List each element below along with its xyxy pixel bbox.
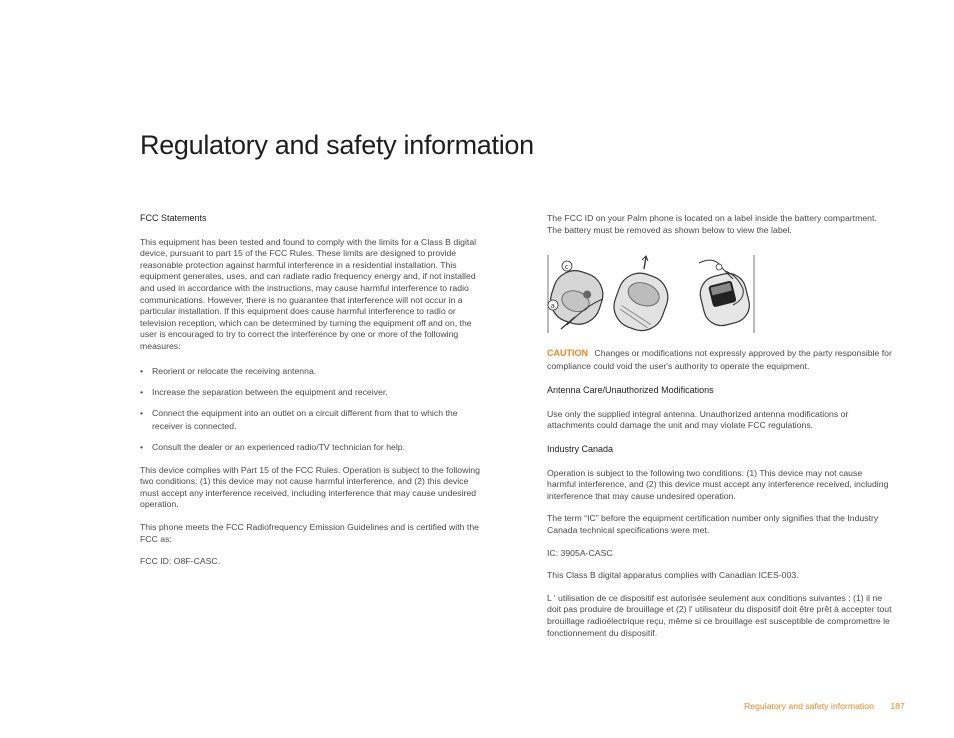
list-item: • Increase the separation between the equipment and receiver. [140,386,485,399]
left-column [140,213,485,568]
french-paragraph: L ' utilisation de ce dispositif est autorisée seulement aux conditions suivantes : (1) il ne doit pas produire de brouillage et (2) l' utilisateur du dispositif doit être prêt à accepter tout brouillage radioélectrique reçu, même si ce brouillage est susceptible de compromettre le fonctionnement du dispositif. [547,592,892,638]
battery-removal-illustration [547,255,755,333]
ices-paragraph: This Class B digital apparatus complies with Canadian ICES-003. [547,570,799,581]
fcc-statements-heading: FCC Statements [140,213,207,223]
ic-number-text: IC: 3905A-CASC [547,547,613,558]
page-footer [744,701,905,711]
fcc-id-text: FCC ID: O8F-CASC. [140,556,221,567]
fcc-id-location-paragraph: The FCC ID on your Palm phone is located on a label inside the battery compartment. The battery must be removed as shown below to view the label. [547,213,877,235]
footer-section-title: Regulatory and safety information [744,701,874,711]
industry-canada-paragraph: Operation is subject to the following two conditions: (1) This device may not cause harmful interference, and (2) this device must accept any interference received, including interference that may cause undesired operation. [547,467,889,501]
rf-emission-paragraph: This phone meets the FCC Radiofrequency Emission Guidelines and is certified with the FCC as: [140,521,479,544]
measures-list [140,365,485,454]
page-number: 187 [890,701,905,711]
list-item: • Reorient or relocate the receiving antenna. [140,365,485,378]
antenna-heading: Antenna Care/Unauthorized Modifications [547,385,714,396]
caution-paragraph [547,347,892,373]
svg-text:a: a [550,302,555,311]
fcc-intro-paragraph: This equipment has been tested and found to comply with the limits for a Class B digital device, pursuant to part 15 of the FCC Rules. These limits are designed to provide reasonable protection against harmful interference in a residential installation. This equipment generates, uses, and can radiate radio frequency energy and, if not installed and used in accordance with the instructions, may cause harmful interference to radio communications. However, there is no guarantee that interference will not occur in a particular installation. If this equipment does cause harmful interference to radio or television reception, which can be determined by turning the equipment off and on, the user is encouraged to try to correct the interference by one or more of the following measures: [140,236,477,351]
antenna-paragraph: Use only the supplied integral antenna. Unauthorized antenna modifications or attachments could damage the unit and may violate FCC regulations. [547,408,849,431]
svg-text:c: c [564,263,569,272]
list-item: • Consult the dealer or an experienced radio/TV technician for help. [140,441,485,454]
list-item: • Connect the equipment into an outlet on a circuit different from that to which the receiver is connected. [140,407,485,433]
right-column [547,213,892,639]
caution-text: Changes or modifications not expressly approved by the party responsible for compliance could void the user's authority to operate the equipment. [547,348,892,372]
industry-canada-heading: Industry Canada [547,443,614,454]
part15-paragraph: This device complies with Part 15 of the FCC Rules. Operation is subject to the following two conditions: (1) this device may not cause harmful interference, and (2) this device must accept any interference received, including interference that may cause undesired operation. [140,464,480,510]
page-title: Regulatory and safety information [140,130,534,161]
caution-label: CAUTION [547,348,588,359]
ic-term-paragraph: The term “IC” before the equipment certification number only signifies that the Industry Canada technical specifications were met. [547,513,879,535]
battery-removal-icon [547,255,755,333]
